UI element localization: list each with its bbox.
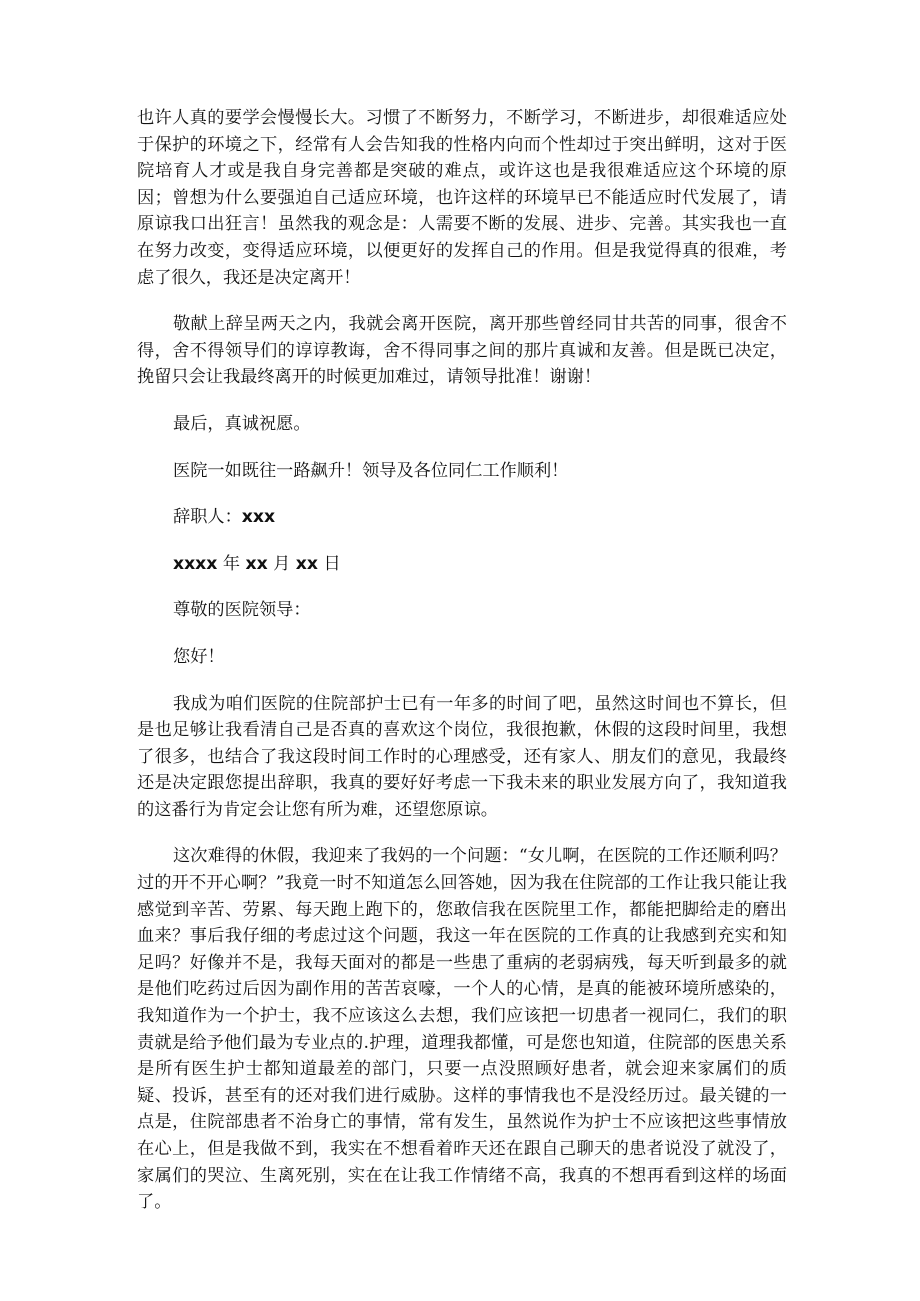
signer-name: xxx: [241, 507, 276, 528]
date-line: [137, 551, 787, 578]
date-year-unit: 年: [217, 553, 246, 574]
document-body: [137, 105, 787, 1216]
paragraph-gap: [137, 577, 787, 597]
date-month: xx: [245, 553, 268, 574]
closing-line: 最后，真诚祝愿。: [173, 413, 311, 434]
paragraph-4: 这次难得的休假，我迎来了我妈的一个问题：“女儿啊，在医院的工作还顺利吗？过的开不开心啊？”我竟一时不知道怎么回答她，因为我在住院部的工作让我只能让我感觉到辛苦、劳累、每天跑上跑下的，您敢信我在医院里工作，都能把脚给走的磨出血来？事后我仔细的考虑过这个问题，我这一年在医院的工作真的让我感到充实和知足吗？好像并不是，我每天面对的都是一些患了重病的老弱病残，每天听到最多的就是他们吃药过后因为副作用的苦苦哀嚎，一个人的心情，是真的能被环境所感染的，我知道作为一个护士，我不应该这么去想，我们应该把一切患者一视同仁，我们的职责就是给予他们最为专业点的.护理，道理我都懂，可是您也知道，住院部的医患关系是所有医生护士都知道最差的部门，只要一点没照顾好患者，就会迎来家属们的质疑、投诉，甚至有的还对我们进行威胁。这样的事情我也不是没经历过。最关键的一点是，住院部患者不治身亡的事情，常有发生，虽然说作为护士不应该把这些事情放在心上，但是我做不到，我实在不想看着昨天还在跟自己聊天的患者说没了就没了，家属们的哭泣、生离死别，实在在让我工作情绪不高，我真的不想再看到这样的场面了。: [137, 846, 787, 1213]
paragraph-gap: [137, 291, 787, 311]
paragraph-gap: [137, 438, 787, 458]
greeting-line: 您好！: [173, 646, 225, 667]
signer-line: [137, 504, 787, 531]
date-day-unit: 日: [317, 553, 341, 574]
paragraph-1: 也许人真的要学会慢慢长大。习惯了不断努力，不断学习，不断进步，却很难适应处于保护的环境之下，经常有人会告知我的性格内向而个性却过于突出鲜明，这对于医院培育人才或是我自身完善都是突破的难点，或许这也是我很难适应这个环境的原因；曾想为什么要强迫自己适应环境，也许这样的环境早已不能适应时代发展了，请原谅我口出狂言！虽然我的观念是：人需要不断的发展、进步、完善。其实我也一直在努力改变，变得适应环境，以便更好的发挥自己的作用。但是我觉得真的很难，考虑了很久，我还是决定离开！: [137, 108, 787, 288]
paragraph-gap: [137, 531, 787, 551]
paragraph-3: 我成为咱们医院的住院部护士已有一年多的时间了吧，虽然这时间也不算长，但是也足够让我看清自己是否真的喜欢这个岗位，我很抱歉，休假的这段时间里，我想了很多，也结合了我这段时间工作时的心理感受，还有家人、朋友们的意见，我最终还是决定跟您提出辞职，我真的要好好考虑一下我未来的职业发展方向了，我知道我的这番行为肯定会让您有所为难，还望您原谅。: [137, 693, 787, 820]
date-month-unit: 月: [267, 553, 296, 574]
paragraph-gap: [137, 624, 787, 644]
salutation-line: 尊敬的医院领导：: [173, 600, 311, 621]
paragraph-gap: [137, 823, 787, 843]
date-year: xxxx: [173, 553, 218, 574]
paragraph-gap: [137, 391, 787, 411]
signer-label: 辞职人：: [173, 507, 242, 528]
paragraph-gap: [137, 671, 787, 691]
date-day: xx: [295, 553, 318, 574]
wish-line: 医院一如既往一路飙升！领导及各位同仁工作顺利！: [173, 460, 569, 481]
paragraph-2: 敬献上辞呈两天之内，我就会离开医院，离开那些曾经同甘共苦的同事，很舍不得，舍不得领导们的谆谆教诲，舍不得同事之间的那片真诚和友善。但是既已决定，挽留只会让我最终离开的时候更加难过，请领导批准！谢谢！: [137, 314, 787, 388]
paragraph-gap: [137, 484, 787, 504]
